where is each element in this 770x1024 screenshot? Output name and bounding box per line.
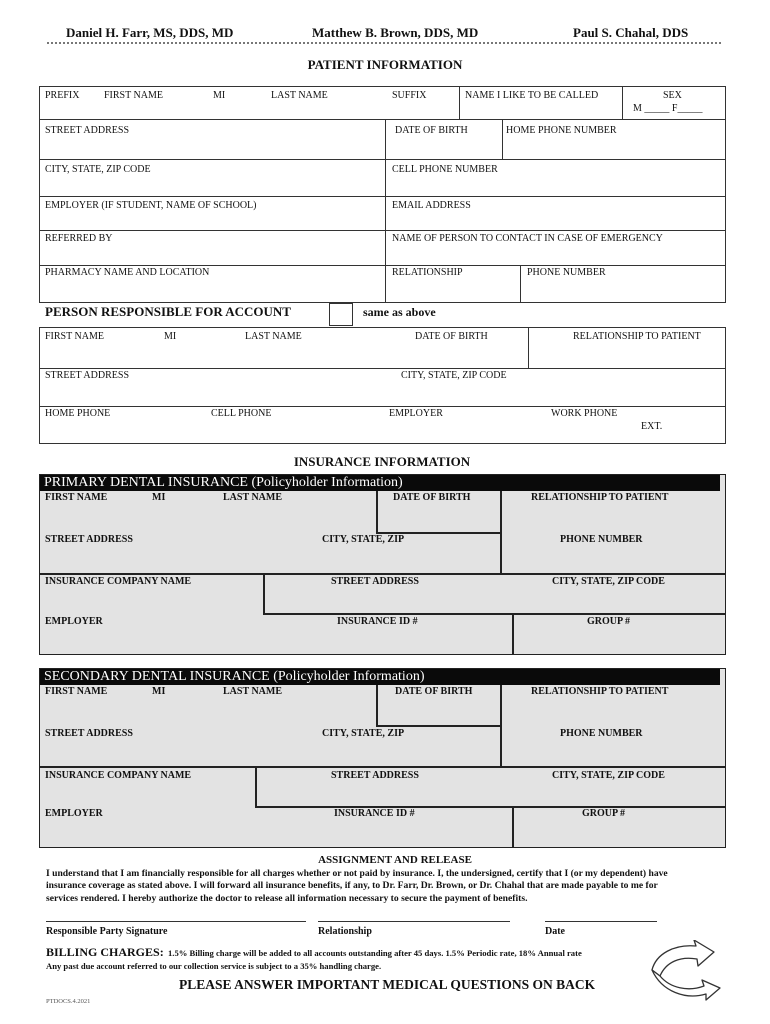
sec-dob-field[interactable]: DATE OF BIRTH [395, 686, 473, 697]
home-phone-field[interactable]: HOME PHONE NUMBER [506, 125, 617, 136]
nickname-field[interactable]: NAME I LIKE TO BE CALLED [465, 90, 599, 101]
resp-dob-field[interactable]: DATE OF BIRTH [415, 331, 488, 342]
email-field[interactable]: EMAIL ADDRESS [392, 200, 471, 211]
pri-city-field[interactable]: CITY, STATE, ZIP [322, 534, 405, 545]
form-code: PTDOCS.4.2021 [46, 998, 91, 1005]
pri-first-name-field[interactable]: FIRST NAME [45, 492, 108, 503]
same-as-above-label: same as above [363, 305, 436, 319]
billing-text-1: 1.5% Billing charge will be added to all accounts outstanding after 45 days. 1.5% Periodic rate, 18% Annual rate [168, 948, 582, 958]
pri-relationship-field[interactable]: RELATIONSHIP TO PATIENT [531, 492, 669, 503]
sec-street-field[interactable]: STREET ADDRESS [45, 728, 133, 739]
date-label: Date [545, 926, 565, 937]
relationship-line[interactable] [318, 921, 510, 922]
sec-insurance-id-field[interactable]: INSURANCE ID # [334, 808, 415, 819]
pri-mi-field[interactable]: MI [152, 492, 166, 503]
resp-cell-phone-field[interactable]: CELL PHONE [211, 408, 272, 419]
patient-info-title: PATIENT INFORMATION [307, 57, 463, 72]
emergency-phone-field[interactable]: PHONE NUMBER [527, 267, 606, 278]
sec-company-city-field[interactable]: CITY, STATE, ZIP CODE [552, 770, 665, 781]
suffix-field[interactable]: SUFFIX [392, 90, 427, 101]
resp-work-phone-field[interactable]: WORK PHONE [551, 408, 618, 419]
pri-employer-field[interactable]: EMPLOYER [45, 616, 103, 627]
employer-field[interactable]: EMPLOYER (IF STUDENT, NAME OF SCHOOL) [45, 200, 257, 211]
curved-arrow-icon [648, 940, 724, 1002]
sec-city-field[interactable]: CITY, STATE, ZIP [322, 728, 405, 739]
dotted-divider [46, 41, 721, 45]
last-name-field[interactable]: LAST NAME [271, 90, 328, 101]
date-line[interactable] [545, 921, 657, 922]
billing-text-2: Any past due account referred to our collection service is subject to a 35% handling charge. [46, 961, 382, 971]
first-name-field[interactable]: FIRST NAME [104, 90, 163, 101]
assignment-line-2: insurance coverage as stated above. I will forward all insurance benefits, if any, to Dr. Farr, Dr. Brown, or Dr. Chahal that are made payable to me for [46, 880, 658, 891]
pri-insurance-id-field[interactable]: INSURANCE ID # [337, 616, 418, 627]
pri-last-name-field[interactable]: LAST NAME [223, 492, 282, 503]
billing-title: BILLING CHARGES: [46, 945, 164, 959]
pri-company-field[interactable]: INSURANCE COMPANY NAME [45, 576, 192, 587]
prefix-field[interactable]: PREFIX [45, 90, 80, 101]
sex-label: SEX [663, 90, 682, 101]
signature-line[interactable] [46, 921, 306, 922]
resp-street-field[interactable]: STREET ADDRESS [45, 370, 129, 381]
pri-company-street-field[interactable]: STREET ADDRESS [331, 576, 419, 587]
doctor-name-1: Daniel H. Farr, MS, DDS, MD [66, 25, 234, 40]
resp-relationship-field[interactable]: RELATIONSHIP TO PATIENT [573, 331, 701, 342]
insurance-title: INSURANCE INFORMATION [293, 454, 471, 469]
resp-home-phone-field[interactable]: HOME PHONE [45, 408, 111, 419]
emergency-relationship-field[interactable]: RELATIONSHIP [392, 267, 463, 278]
responsible-title: PERSON RESPONSIBLE FOR ACCOUNT [45, 304, 291, 319]
pri-dob-field[interactable]: DATE OF BIRTH [393, 492, 471, 503]
sec-relationship-field[interactable]: RELATIONSHIP TO PATIENT [531, 686, 669, 697]
assignment-line-3: services rendered. I hereby authorize the doctor to release all information necessary to secure the payment of benefits. [46, 893, 528, 904]
sex-field[interactable]: M _____ F_____ [633, 103, 703, 114]
resp-first-name-field[interactable]: FIRST NAME [45, 331, 104, 342]
sec-company-field[interactable]: INSURANCE COMPANY NAME [45, 770, 192, 781]
pri-phone-field[interactable]: PHONE NUMBER [560, 534, 643, 545]
pharmacy-field[interactable]: PHARMACY NAME AND LOCATION [45, 267, 210, 278]
referred-by-field[interactable]: REFERRED BY [45, 233, 113, 244]
responsible-box [39, 327, 726, 444]
resp-employer-field[interactable]: EMPLOYER [389, 408, 443, 419]
sec-company-street-field[interactable]: STREET ADDRESS [331, 770, 419, 781]
sec-first-name-field[interactable]: FIRST NAME [45, 686, 108, 697]
sec-phone-field[interactable]: PHONE NUMBER [560, 728, 643, 739]
emergency-contact-field[interactable]: NAME OF PERSON TO CONTACT IN CASE OF EMERGENCY [392, 233, 663, 244]
sec-group-field[interactable]: GROUP # [582, 808, 626, 819]
sec-employer-field[interactable]: EMPLOYER [45, 808, 103, 819]
doctor-name-2: Matthew B. Brown, DDS, MD [312, 25, 479, 40]
doctor-name-3: Paul S. Chahal, DDS [573, 25, 689, 40]
resp-last-name-field[interactable]: LAST NAME [245, 331, 302, 342]
mi-field[interactable]: MI [213, 90, 226, 101]
secondary-insurance-title: SECONDARY DENTAL INSURANCE (Policyholder Information) [40, 669, 720, 685]
street-address-field[interactable]: STREET ADDRESS [45, 125, 129, 136]
city-state-zip-field[interactable]: CITY, STATE, ZIP CODE [45, 164, 151, 175]
signature-label: Responsible Party Signature [46, 926, 168, 937]
relationship-label: Relationship [318, 926, 372, 937]
pri-street-field[interactable]: STREET ADDRESS [45, 534, 133, 545]
pri-company-city-field[interactable]: CITY, STATE, ZIP CODE [552, 576, 665, 587]
pri-group-field[interactable]: GROUP # [587, 616, 631, 627]
sec-last-name-field[interactable]: LAST NAME [223, 686, 282, 697]
resp-city-field[interactable]: CITY, STATE, ZIP CODE [401, 370, 507, 381]
back-page-notice: PLEASE ANSWER IMPORTANT MEDICAL QUESTIONS ON BACK [179, 977, 596, 992]
resp-ext-field[interactable]: EXT. [641, 421, 663, 432]
sec-mi-field[interactable]: MI [152, 686, 166, 697]
resp-mi-field[interactable]: MI [164, 331, 177, 342]
cell-phone-field[interactable]: CELL PHONE NUMBER [392, 164, 498, 175]
primary-insurance-title: PRIMARY DENTAL INSURANCE (Policyholder Information) [40, 475, 720, 491]
assignment-line-1: I understand that I am financially responsible for all charges whether or not paid by insurance. I, the undersigned, certify that I (or my dependent) have [46, 868, 668, 879]
assignment-title: ASSIGNMENT AND RELEASE [318, 854, 472, 866]
same-as-above-checkbox[interactable] [329, 303, 353, 326]
dob-field[interactable]: DATE OF BIRTH [395, 125, 468, 136]
